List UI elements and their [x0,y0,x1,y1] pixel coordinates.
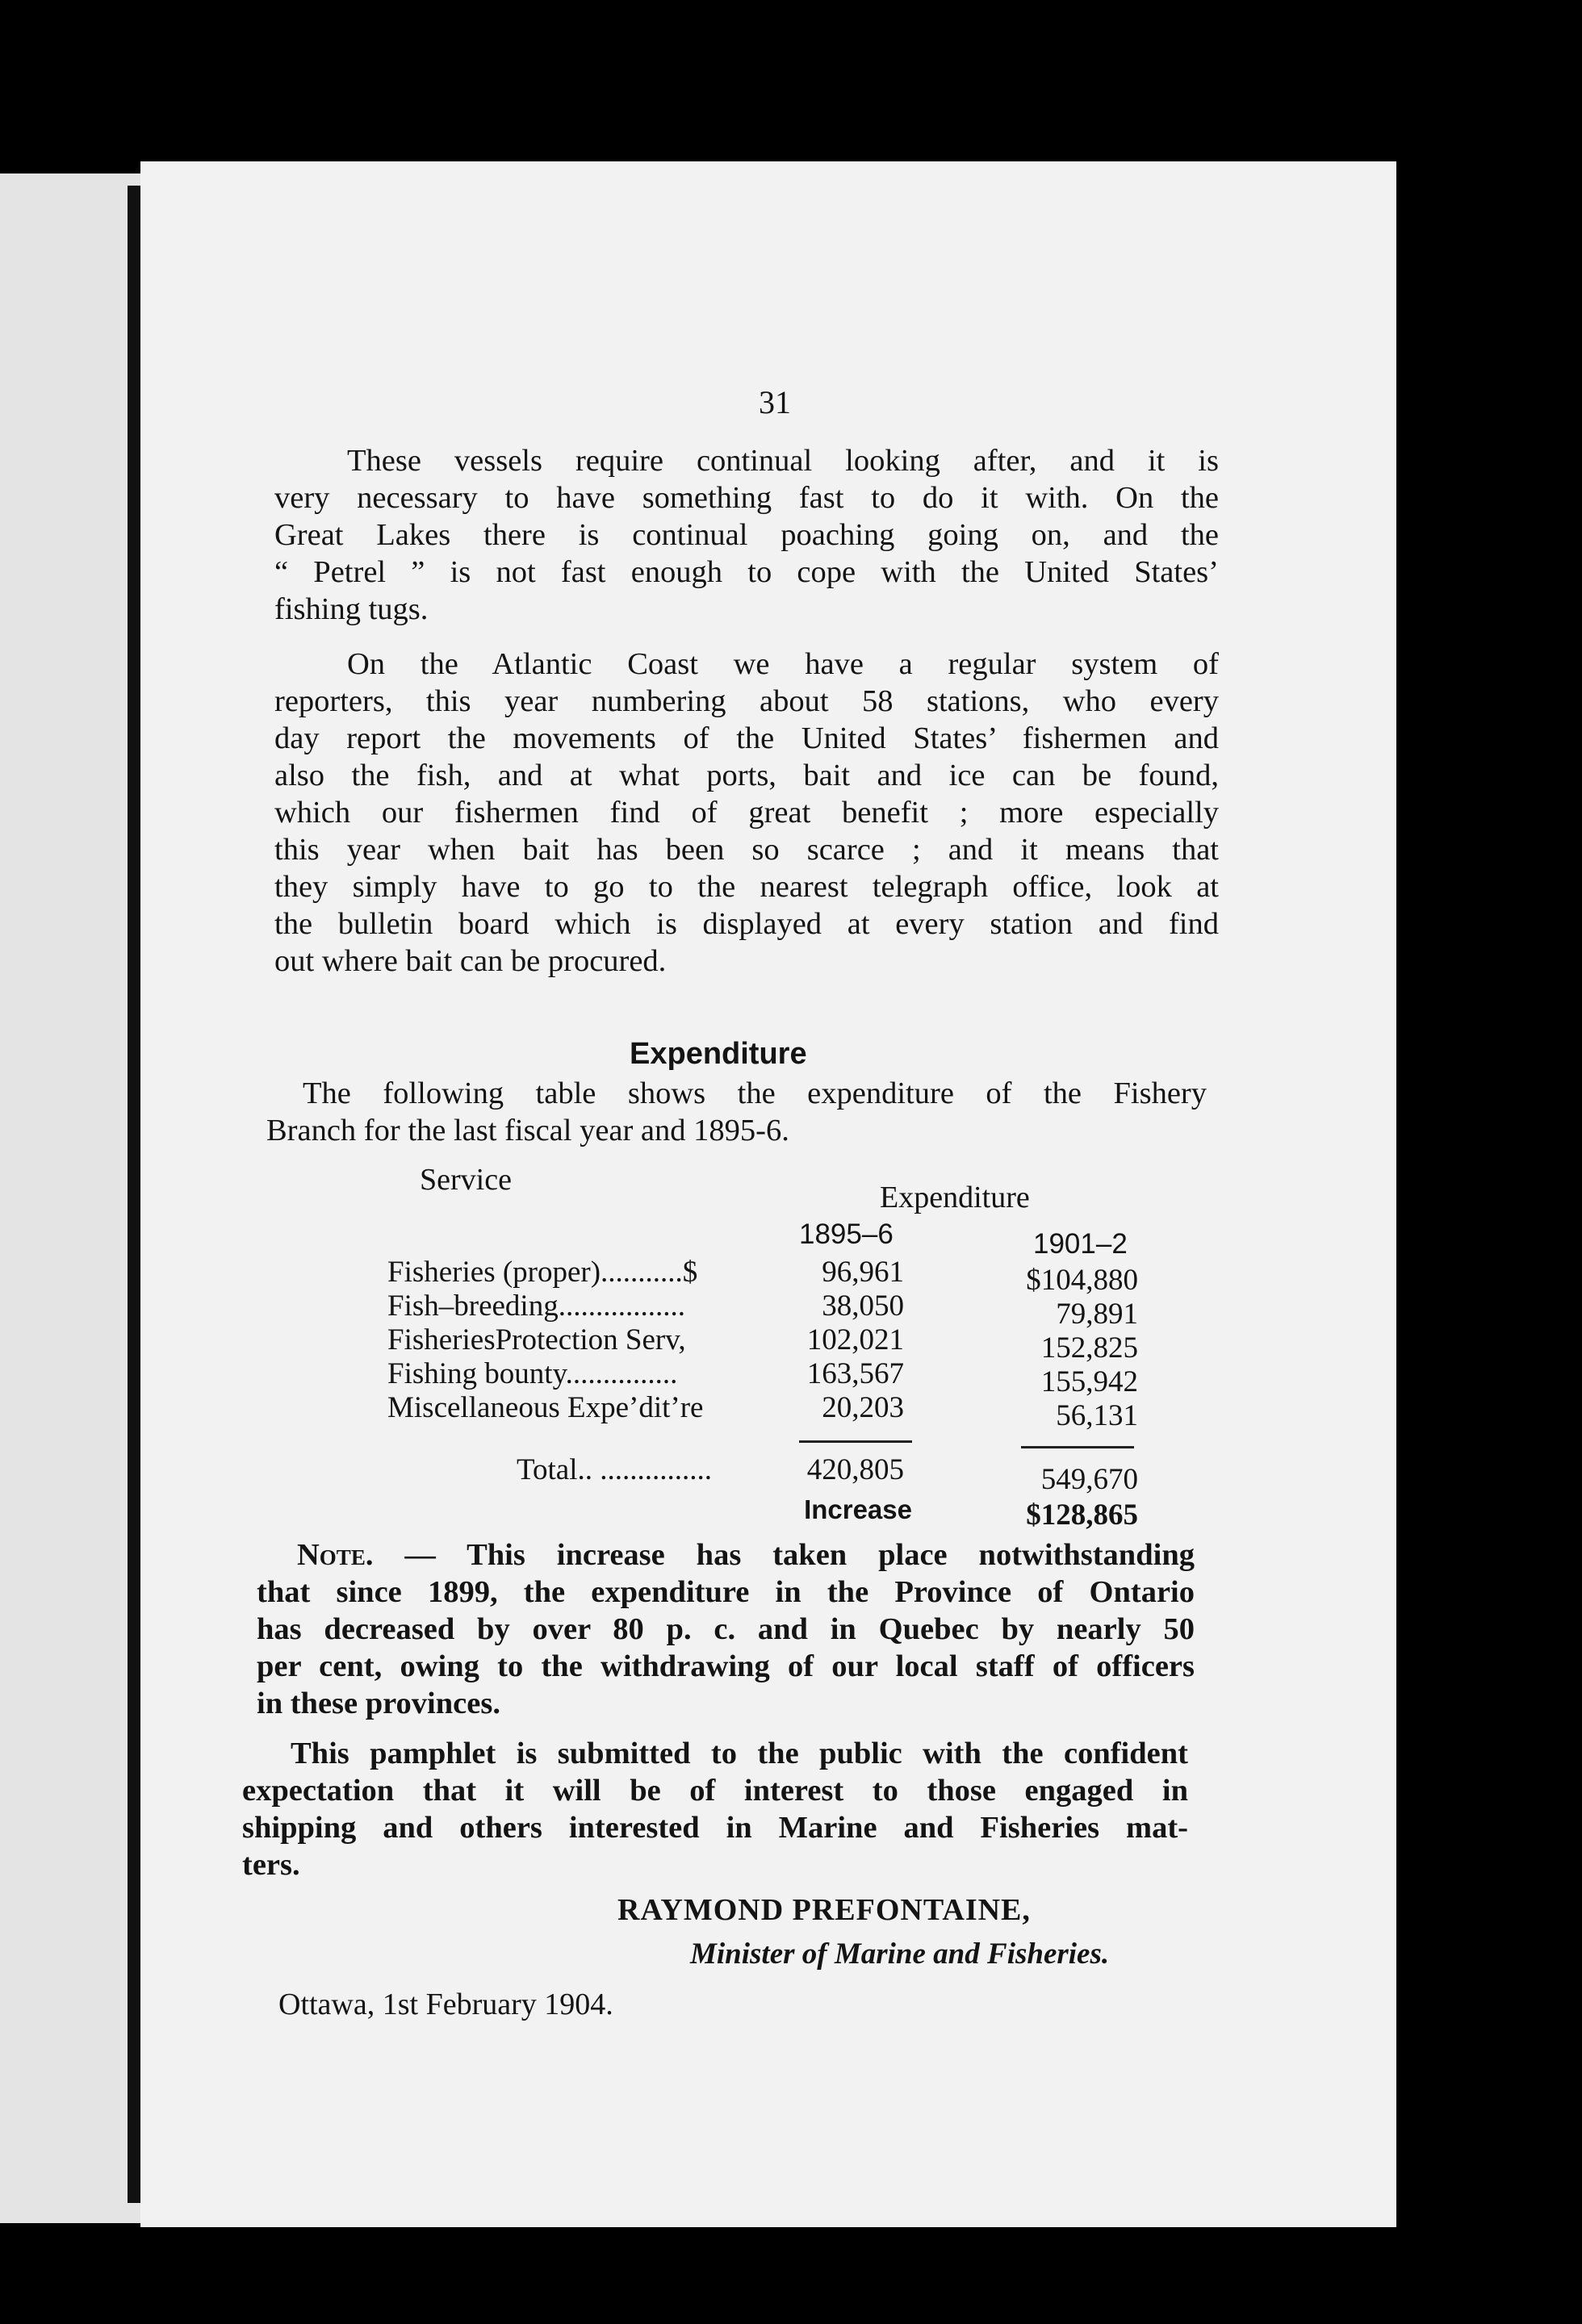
row-label: Fisheries (proper)...........$ [387,1256,698,1289]
table-header-service: Service [420,1163,512,1197]
text-line: These vessels require continual looking after, and it is [347,444,1219,478]
increase-label: Increase [804,1494,912,1524]
table-row [387,1356,1195,1398]
row-value-1901: 152,825 [1040,1331,1138,1365]
row-value-1901: 79,891 [1056,1298,1138,1331]
text-line: day report the movements of the United States’ fishermen and [274,721,1219,755]
table-header-year-1901: 1901–2 [1033,1228,1128,1260]
row-value-1895: 38,050 [822,1289,904,1323]
row-value-1901: 155,942 [1040,1365,1138,1398]
row-value-1901: 56,131 [1056,1399,1138,1432]
note-dash: — [373,1538,467,1572]
facing-page-edge [0,173,141,2223]
book-gutter [128,186,140,2203]
row-label: Fish–breeding................. [387,1289,685,1323]
section-heading: Expenditure [630,1037,807,1071]
text-line: expectation that it will be of interest to those engaged in [242,1774,1188,1808]
text-line: which our fishermen find of great benefit ; more especially [274,796,1219,830]
text-line: has decreased by over 80 p. c. and in Quebec by nearly 50 [257,1612,1195,1646]
text-line: per cent, owing to the withdrawing of our local staff of officers [257,1649,1195,1683]
text-line: “ Petrel ” is not fast enough to cope with the United States’ [274,555,1219,589]
text-line: very necessary to have something fast to do it with. On the [274,481,1219,515]
total-value-1895: 420,805 [806,1453,904,1486]
table-total-row [387,1452,1195,1496]
text-line: Great Lakes there is continual poaching going on, and the [274,518,1219,552]
row-value-1895: 163,567 [806,1357,904,1390]
table-row [387,1255,1195,1297]
table-header-expenditure: Expenditure [880,1181,1030,1214]
paragraph-vessels [274,442,1219,628]
text-line: the bulletin board which is displayed at every station and find [274,907,1219,941]
row-value-1895: 96,961 [822,1256,904,1289]
paragraph-table-intro [266,1075,1207,1149]
text-line: fishing tugs. [274,592,429,626]
note-first-line [257,1536,1195,1574]
text-line: out where bait can be procured. [274,944,667,978]
text-line: On the Atlantic Coast we have a regular system of [347,647,1219,681]
row-value-1895: 20,203 [822,1391,904,1424]
page-number: 31 [759,384,791,420]
text-line: also the fish, and at what ports, bait and ice can be found, [274,759,1219,792]
table-row [387,1323,1195,1365]
row-label: Miscellaneous Expe’dit’re [387,1391,704,1424]
increase-value: $128,865 [1026,1498,1138,1532]
place-date: Ottawa, 1st February 1904. [278,1988,613,2021]
table-header-year-1895: 1895–6 [799,1218,894,1250]
text-line: The following table shows the expenditure of the Fishery [303,1076,1207,1110]
row-value-1895: 102,021 [806,1323,904,1356]
text-line: ters. [242,1848,300,1882]
row-label: Fishing bounty............... [387,1357,678,1390]
paragraph-note [257,1536,1195,1722]
row-label: FisheriesProtection Serv, [387,1323,686,1356]
table-row [387,1390,1195,1432]
text-line: This pamphlet is submitted to the public with the confident [291,1737,1188,1770]
table-row [387,1289,1195,1331]
subtotal-rule-1895 [799,1440,912,1443]
text-line: that since 1899, the expenditure in the Province of Ontario [257,1575,1195,1609]
total-value-1901: 549,670 [1040,1463,1138,1496]
note-text: This increase has taken place notwithstanding [467,1538,1195,1572]
table-increase-row [387,1494,1195,1530]
signature-title: Minister of Marine and Fisheries. [690,1937,1110,1971]
text-line: reporters, this year numbering about 58 stations, who every [274,684,1219,718]
subtotal-rule-1901 [1021,1446,1134,1448]
paragraph-atlantic-coast [274,646,1219,980]
text-line: shipping and others interested in Marine and Fisheries mat- [242,1811,1188,1845]
note-label: Note. [297,1538,374,1572]
paragraph-pamphlet [242,1735,1188,1883]
row-value-1901: $104,880 [1026,1264,1138,1297]
text-line: this year when bait has been so scarce ; and it means that [274,833,1219,867]
total-label: Total.. ............... [517,1453,712,1486]
text-line: in these provinces. [257,1687,500,1720]
text-line: Branch for the last fiscal year and 1895-6. [266,1114,789,1147]
signature-name: RAYMOND PREFONTAINE, [617,1893,1031,1927]
text-line: they simply have to go to the nearest telegraph office, look at [274,870,1219,904]
